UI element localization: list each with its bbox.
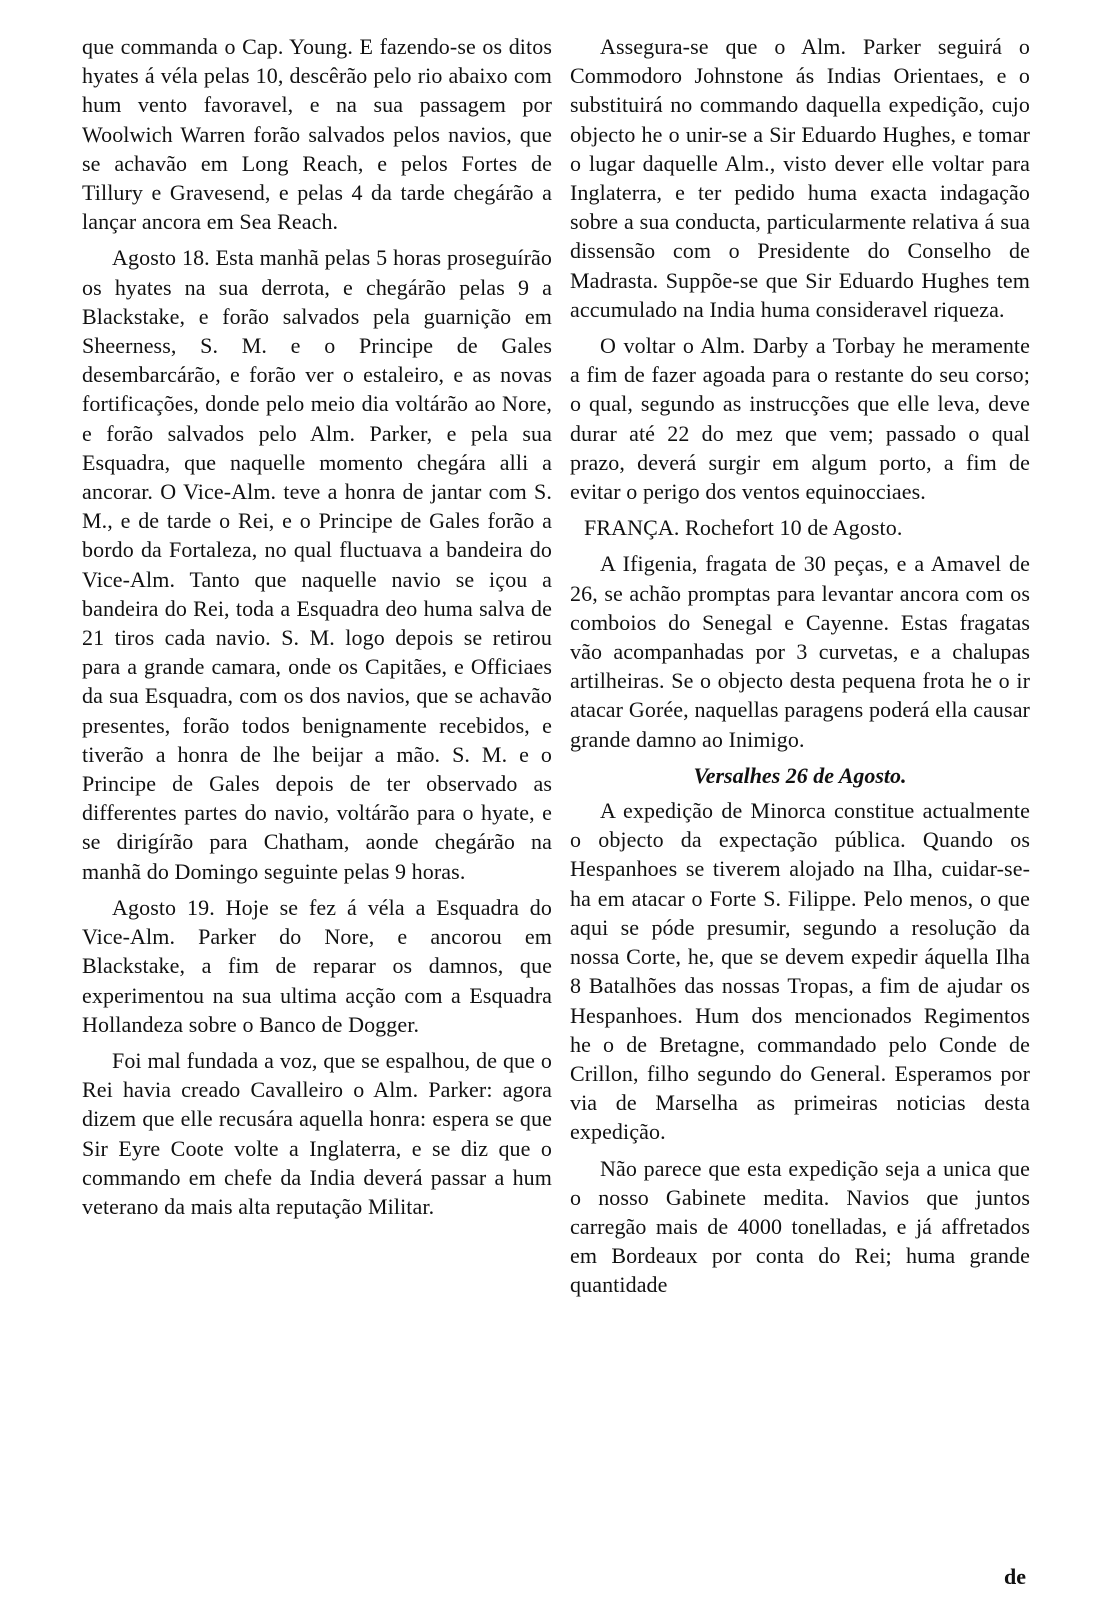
catchword: de	[1004, 1564, 1026, 1589]
section-heading-versailles: Versalhes 26 de Agosto.	[693, 762, 907, 788]
article-paragraph: que commanda o Cap. Young. E fazendo-se os ditos hyates á véla pelas 10, descêrão pelo rio abaixo com hum vento favoravel, e na sua passagem por Woolwich Warren forão salvados pelos navios, que se achavão em Long Reach, e pelos Fortes de Tillury e Gravesend, e pelas 4 da tarde chegárão a lançar ancora em Sea Reach.	[82, 34, 552, 235]
article-paragraph: Foi mal fundada a voz, que se espalhou, de que o Rei havia creado Cavalleiro o Alm. Parker: agora dizem que elle recusára aquella honra: espera se que Sir Eyre Coote volte a Inglaterra, e se diz que o commando em chefe da India deverá passar a hum veterano da mais alta reputação Militar.	[82, 1047, 552, 1219]
right-column	[570, 32, 1030, 1307]
article-paragraph: Agosto 19. Hoje se fez á véla a Esquadra do Vice-Alm. Parker do Nore, e ancorou em Blackstake, a fim de reparar os damnos, que experimentou na sua ultima acção com a Esquadra Hollandeza sobre o Banco de Dogger.	[82, 894, 552, 1037]
left-column	[82, 32, 552, 1228]
article-paragraph: Assegura-se que o Alm. Parker seguirá o Commodoro Johnstone ás Indias Orientaes, e o substituirá no commando daquella expedição, cujo objecto he o unir-se a Sir Eduardo Hughes, e tomar o lugar daquelle Alm., visto dever elle voltar para Inglaterra, e ter pedido huma exacta indagação sobre a sua conducta, particularmente relativa á sua dissensão com o Presidente do Conselho de Madrasta. Suppõe-se que Sir Eduardo Hughes tem accumulado na India huma consideravel riqueza.	[570, 34, 1030, 322]
article-paragraph: O voltar o Alm. Darby a Torbay he meramente a fim de fazer agoada para o restante do seu corso; o qual, segundo as instrucções que elle leva, deve durar até 22 do mez que vem; passado o qual prazo, deverá surgir em algum porto, a fim de evitar o perigo dos ventos equinocciaes.	[570, 333, 1030, 505]
article-paragraph: Agosto 18. Esta manhã pelas 5 horas proseguírão os hyates na sua derrota, e chegárão pelas 9 a Blackstake, e forão salvados pela guarnição em Sheerness, S. M. e o Principe de Gales desembarcárão, e forão ver o estaleiro, e as novas fortificações, donde pelo meio dia voltárão ao Nore, e forão salvados pelo Alm. Parker, e pela sua Esquadra, que naquelle momento chegára alli a ancorar. O Vice-Alm. teve a honra de jantar com S. M., e de tarde o Rei, e o Principe de Gales forão a bordo da Fortaleza, no qual fluctuava a bandeira do Vice-Alm. Tanto que naquelle navio se içou a bandeira do Rei, toda a Esquadra deo huma salva de 21 tiros cada navio. S. M. logo depois se retirou para a grande camara, onde os Capitães, e Officiaes da sua Esquadra, com os dos navios, que se achavão presentes, forão todos benignamente recebidos, e tiverão a honra de lhe beijar a mão. S. M. e o Principe de Gales depois de ter observado as differentes partes do navio, voltárão para o hyate, e se dirigírão para Chatham, aonde chegárão na manhã do Domingo seguinte pelas 9 horas.	[82, 245, 552, 884]
article-paragraph: A expedição de Minorca constitue actualmente o objecto da expectação pública. Quando os Hespanhoes se tiverem alojado na Ilha, cuidar-se-ha em atacar o Forte S. Filippe. Pelo menos, o que aqui se póde presumir, segundo a resolução da nossa Corte, he, que se devem expedir áquella Ilha 8 Batalhões das nossas Tropas, a fim de ajudar os Hespanhoes. Hum dos mencionados Regimentos he o de Bretagne, commandado pelo Conde de Crillon, filho segundo do General. Esperamos por via de Marselha as primeiras noticias desta expedição.	[570, 798, 1030, 1145]
article-paragraph: A Ifigenia, fragata de 30 peças, e a Amavel de 26, se achão promptas para levantar ancora com os comboios do Senegal e Cayenne. Estas fragatas vão acompanhadas por 3 curvetas, e a chalupas artilheiras. Se o objecto desta pequena frota he o ir atacar Gorée, naquellas paragens poderá ella causar grande damno ao Inimigo.	[570, 551, 1030, 752]
section-heading-france: FRANÇA. Rochefort 10 de Agosto.	[584, 515, 903, 541]
article-paragraph: Não parece que esta expedição seja a unica que o nosso Gabinete medita. Navios que juntos carregão mais de 4000 tonelladas, e já affretados em Bordeaux por conta do Rei; huma grande quantidade	[570, 1155, 1030, 1298]
